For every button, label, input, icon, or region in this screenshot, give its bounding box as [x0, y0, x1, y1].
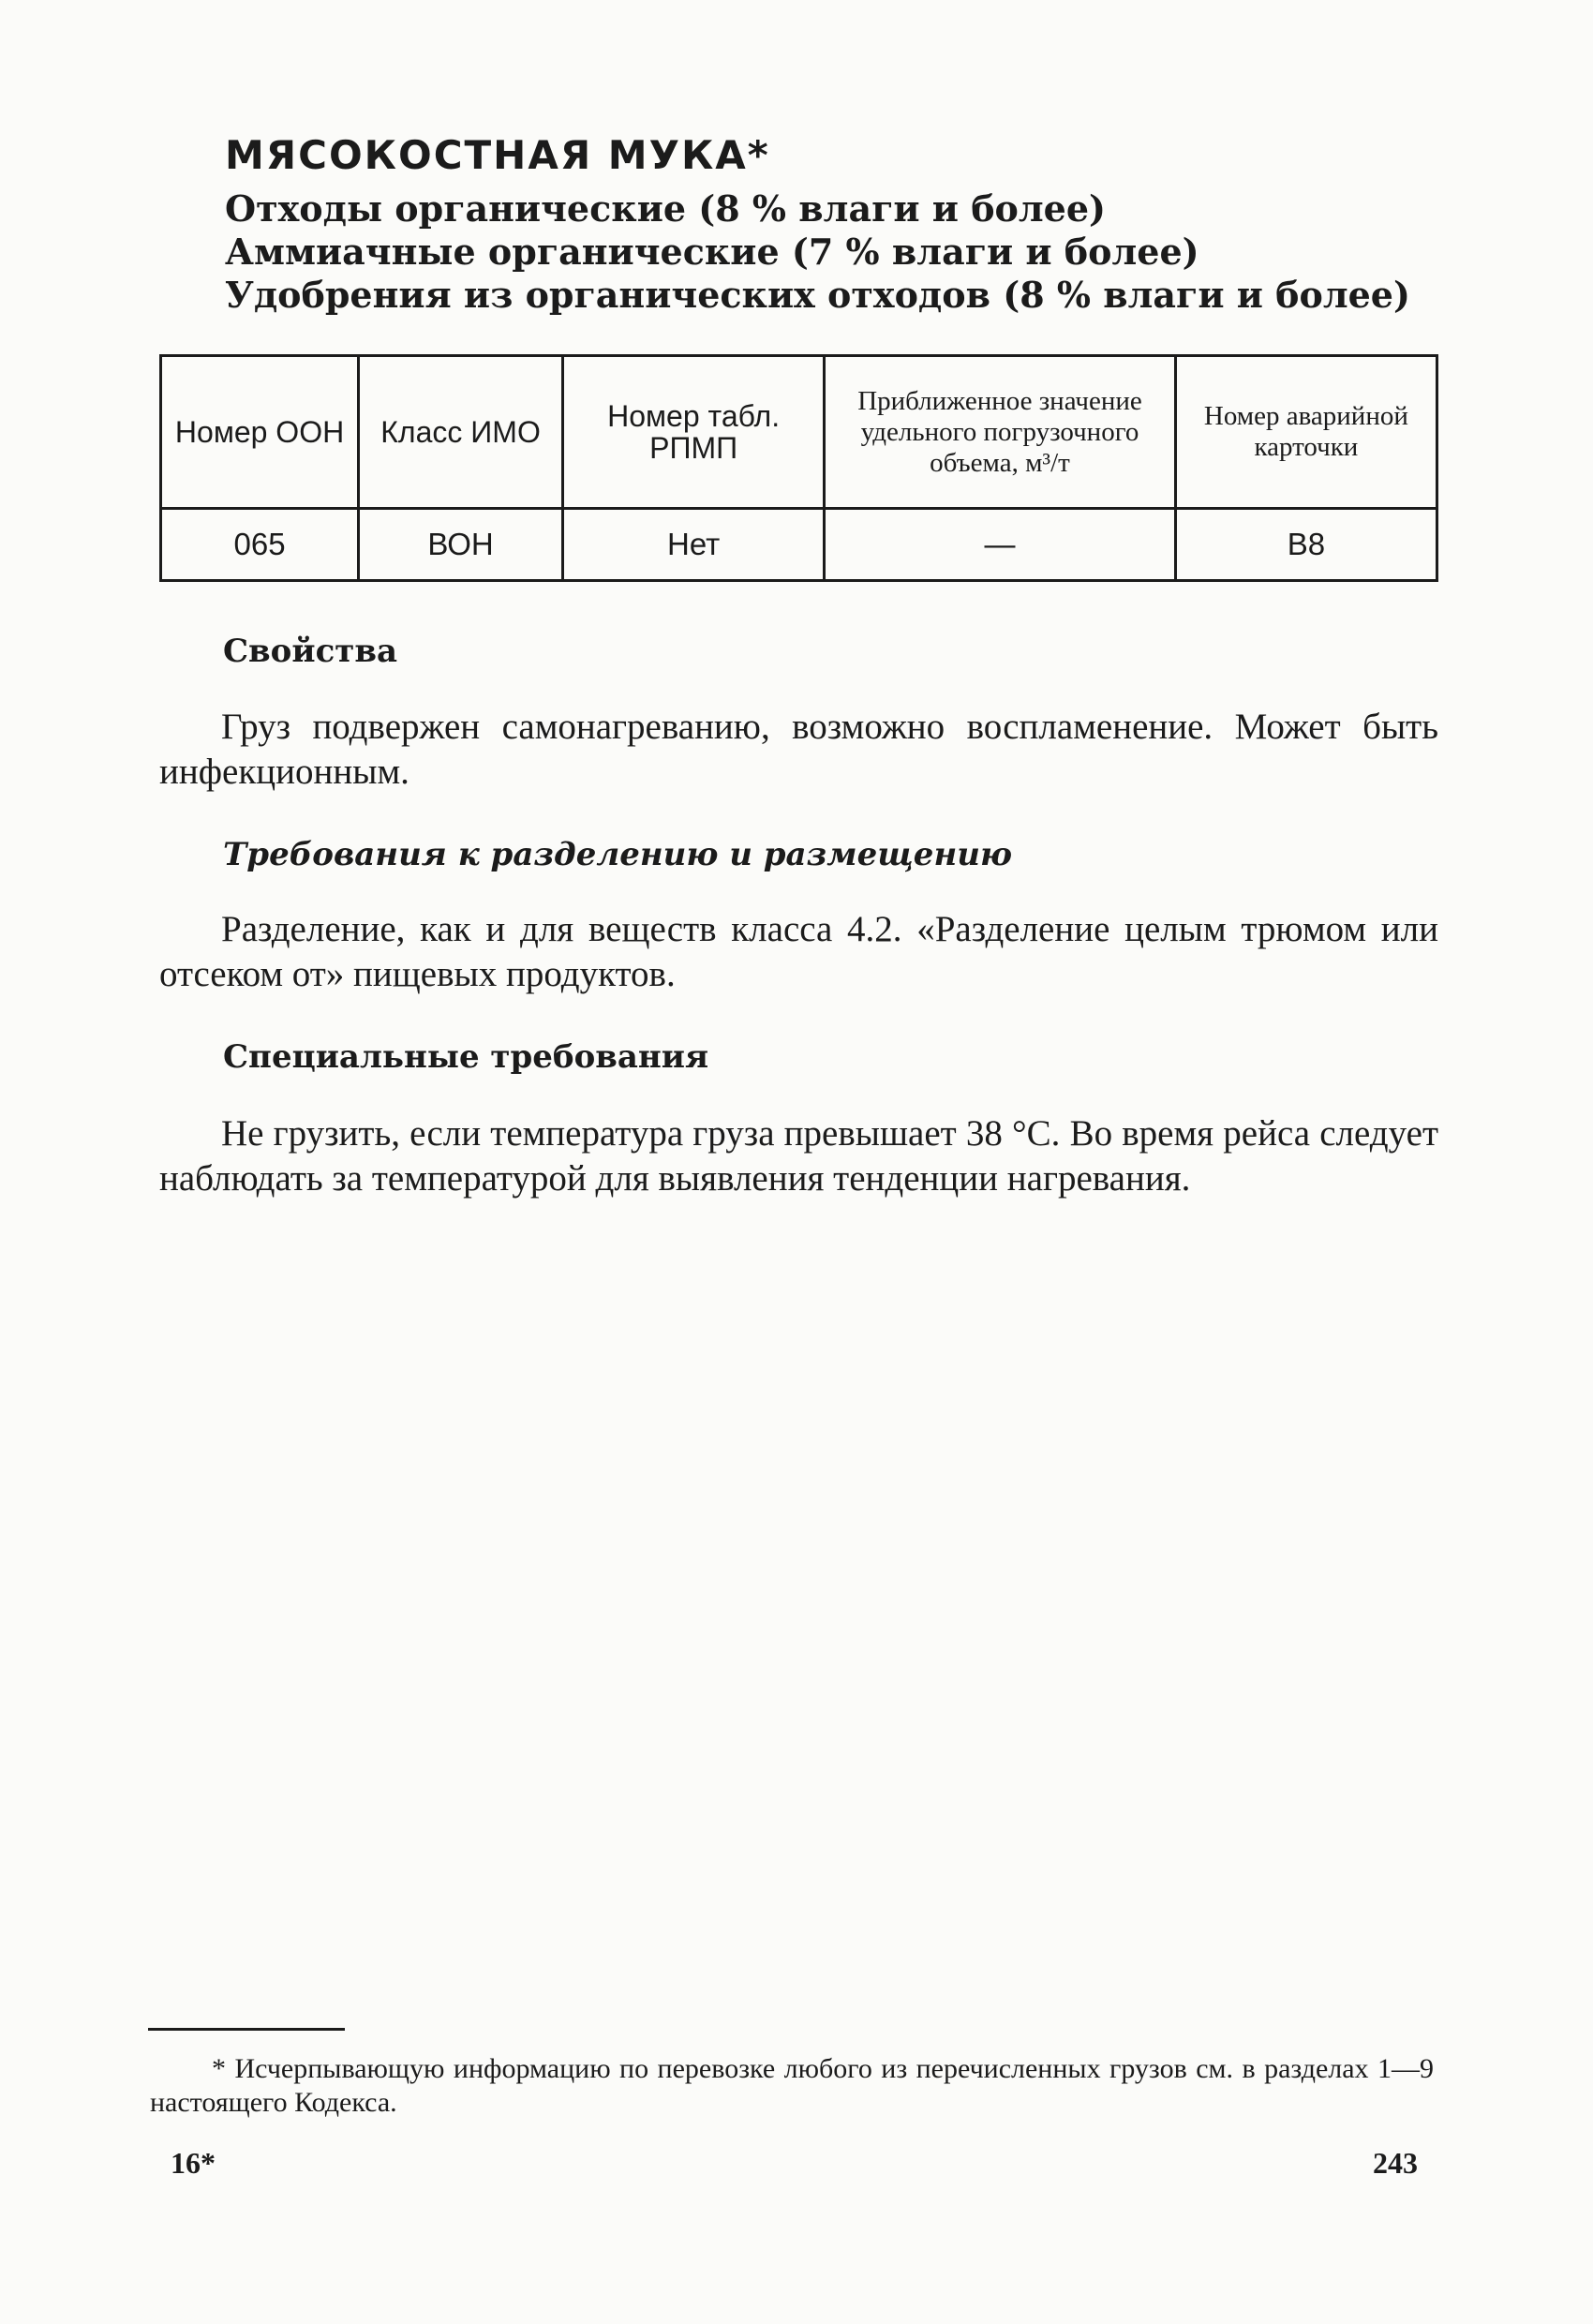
- cargo-subtitle-1: Отходы органические (8 % влаги и более): [225, 187, 1107, 230]
- section-heading-special: Специальные требования: [223, 1038, 709, 1076]
- cell-table-number: Нет: [563, 509, 825, 581]
- cargo-subtitle-3: Удобрения из органических отходов (8 % влаги и более): [225, 274, 1410, 316]
- cargo-subtitle-2: Аммиачные органические (7 % влаги и более): [225, 231, 1199, 273]
- footnote-divider: [148, 2028, 345, 2031]
- section-text-segregation: Разделение, как и для веществ класса 4.2. «Разделение целым трюмом или отсеком от» пищевых продуктов.: [159, 909, 1438, 994]
- page-number: 243: [1373, 2146, 1418, 2180]
- header-stowage-factor: Приближенное значение удельного погрузочного объема, м³/т: [825, 356, 1176, 509]
- section-text-properties: Груз подвержен самонагреванию, возможно воспламенение. Может быть инфекционным.: [159, 707, 1438, 792]
- cargo-heading: [225, 131, 1443, 317]
- signature-mark: 16*: [171, 2146, 216, 2180]
- cargo-info-table: [159, 354, 1438, 582]
- cell-stowage-factor: —: [825, 509, 1176, 581]
- section-heading-segregation: Требования к разделению и размещению: [223, 836, 1012, 873]
- header-emergency-card: Номер аварийной карточки: [1175, 356, 1437, 509]
- table-row: [161, 509, 1437, 581]
- footnote: * Исчерпывающую информацию по перевозке любого из перечисленных грузов см. в разделах 1—9 настоящего Кодекса.: [150, 2053, 1434, 2118]
- cargo-title: МЯСОКОСТНАЯ МУКА*: [225, 132, 770, 178]
- section-heading-properties: Свойства: [223, 633, 398, 670]
- cell-un-number: 065: [161, 509, 359, 581]
- header-imo-class: Класс ИМО: [359, 356, 563, 509]
- header-un-number: Номер ООН: [161, 356, 359, 509]
- header-table-number: Номер табл. РПМП: [563, 356, 825, 509]
- section-text-special: Не грузить, если температура груза превышает 38 °C. Во время рейса следует наблюдать за температурой для выявления тенденции нагревания.: [159, 1113, 1438, 1199]
- cell-imo-class: ВОН: [359, 509, 563, 581]
- cargo-info-table-wrap: [159, 354, 1438, 582]
- cell-emergency-card: В8: [1175, 509, 1437, 581]
- table-header-row: [161, 356, 1437, 509]
